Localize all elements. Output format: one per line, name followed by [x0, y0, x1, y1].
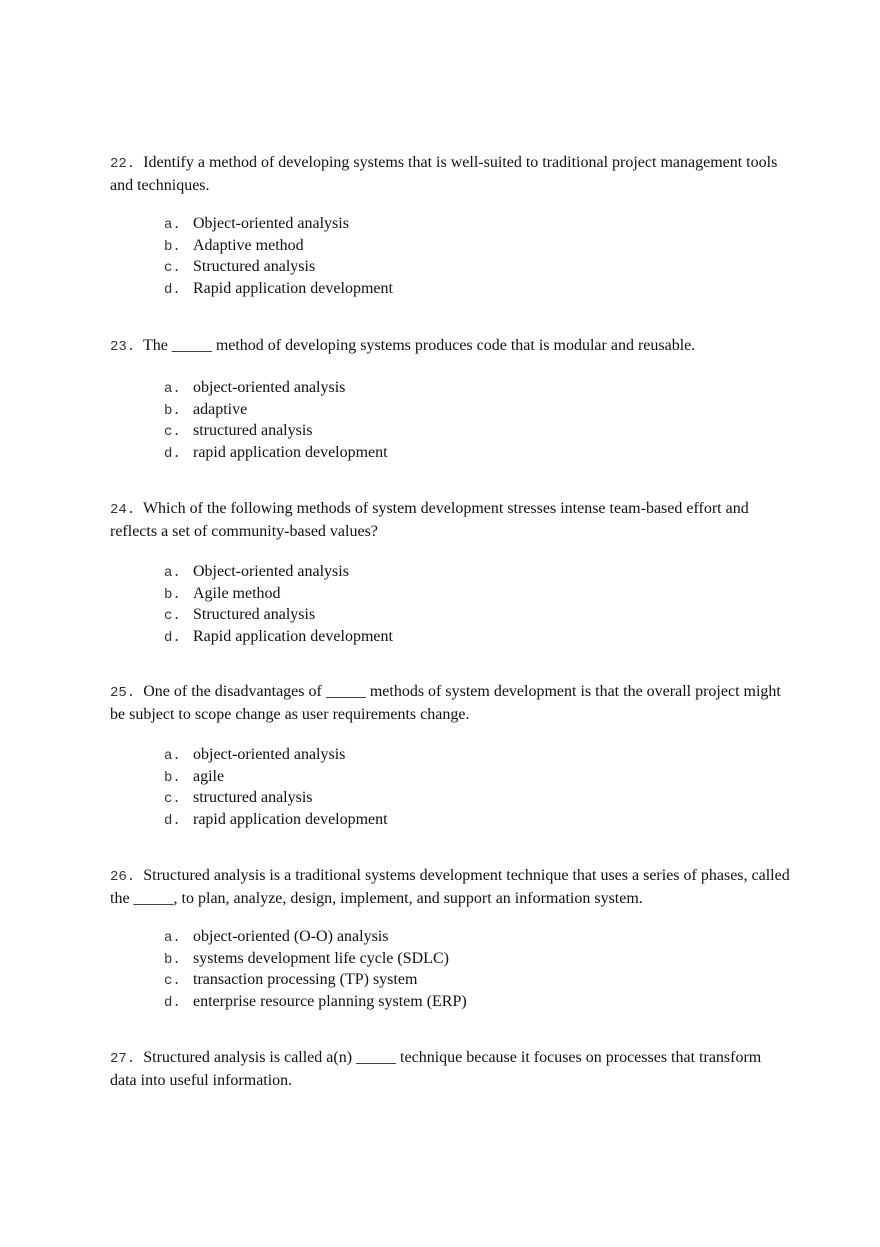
question-number: 23.: [110, 339, 136, 355]
option-text: enterprise resource planning system (ERP): [193, 992, 467, 1010]
answer-option-c: [164, 421, 790, 443]
option-text: transaction processing (TP) system: [193, 971, 418, 988]
question-number: 26.: [110, 869, 136, 885]
option-text: structured analysis: [193, 422, 313, 439]
answer-option-d: [164, 810, 790, 832]
option-text: object-oriented (O-O) analysis: [193, 928, 389, 945]
question-number: 27.: [110, 1051, 136, 1067]
answer-option-a: [164, 745, 790, 767]
answer-option-b: [164, 949, 790, 971]
question-text: The _____ method of developing systems produces code that is modular and reusable.: [142, 337, 696, 354]
option-label: b.: [164, 238, 181, 255]
answer-option-d: [164, 279, 790, 301]
option-text: systems development life cycle (SDLC): [193, 949, 449, 967]
option-text: Structured analysis: [193, 606, 316, 623]
option-text: object-oriented analysis: [193, 746, 346, 763]
option-label: c.: [164, 260, 181, 276]
question-text: Identify a method of developing systems that is well-suited to traditional project management tools and techniques.: [110, 154, 778, 194]
option-label: a.: [164, 381, 181, 397]
question-23: [110, 335, 790, 464]
option-text: Agile method: [193, 584, 281, 602]
question-27: [110, 1047, 790, 1091]
question-stem: [110, 335, 790, 358]
answer-option-b: [164, 236, 790, 258]
option-text: Rapid application development: [193, 627, 393, 645]
option-label: c.: [164, 424, 181, 440]
answer-option-c: [164, 970, 790, 992]
option-label: d.: [164, 629, 181, 646]
option-label: d.: [164, 445, 181, 462]
question-text: Which of the following methods of system development stresses intense team-based effort and reflects a set of community-based values?: [110, 500, 749, 540]
option-label: c.: [164, 608, 181, 624]
option-label: a.: [164, 217, 181, 233]
question-stem: [110, 498, 790, 542]
option-label: b.: [164, 586, 181, 603]
option-label: d.: [164, 812, 181, 829]
option-text: Rapid application development: [193, 279, 393, 297]
answer-option-c: [164, 788, 790, 810]
answer-option-d: [164, 992, 790, 1014]
question-text: Structured analysis is a traditional systems development technique that uses a series of phases, called the _____, to plan, analyze, design, implement, and support an information system.: [110, 867, 790, 907]
option-text: rapid application development: [193, 810, 388, 828]
question-24: [110, 498, 790, 648]
question-22: [110, 152, 790, 300]
answer-options: [110, 378, 790, 464]
answer-options: [110, 927, 790, 1013]
option-text: Object-oriented analysis: [193, 563, 349, 580]
answer-option-b: [164, 767, 790, 789]
option-label: c.: [164, 973, 181, 989]
question-number: 24.: [110, 502, 136, 518]
answer-option-c: [164, 257, 790, 279]
answer-option-b: [164, 400, 790, 422]
question-stem: [110, 865, 790, 909]
option-label: b.: [164, 769, 181, 786]
question-number: 22.: [110, 156, 136, 172]
question-number: 25.: [110, 685, 136, 701]
option-text: Structured analysis: [193, 258, 316, 275]
question-26: [110, 865, 790, 1013]
option-label: d.: [164, 281, 181, 298]
option-text: Adaptive method: [193, 236, 304, 254]
option-label: a.: [164, 930, 181, 946]
option-label: d.: [164, 994, 181, 1011]
answer-options: [110, 745, 790, 831]
option-text: object-oriented analysis: [193, 379, 346, 396]
answer-options: [110, 214, 790, 300]
option-label: a.: [164, 748, 181, 764]
answer-option-b: [164, 584, 790, 606]
question-stem: [110, 681, 790, 725]
answer-option-a: [164, 562, 790, 584]
question-stem: [110, 152, 790, 196]
answer-option-a: [164, 214, 790, 236]
question-stem: [110, 1047, 790, 1091]
question-25: [110, 681, 790, 831]
answer-option-d: [164, 443, 790, 465]
answer-option-a: [164, 378, 790, 400]
question-text: Structured analysis is called a(n) _____ technique because it focuses on processes that transform data into useful information.: [110, 1049, 762, 1089]
answer-option-c: [164, 605, 790, 627]
option-text: rapid application development: [193, 443, 388, 461]
answer-option-a: [164, 927, 790, 949]
option-text: adaptive: [193, 400, 248, 418]
answer-option-d: [164, 627, 790, 649]
option-label: a.: [164, 565, 181, 581]
option-label: b.: [164, 951, 181, 968]
option-text: structured analysis: [193, 789, 313, 806]
question-text: One of the disadvantages of _____ methods of system development is that the overall project might be subject to scope change as user requirements change.: [110, 683, 781, 723]
answer-options: [110, 562, 790, 648]
option-text: agile: [193, 767, 225, 785]
option-label: b.: [164, 402, 181, 419]
option-label: c.: [164, 791, 181, 807]
option-text: Object-oriented analysis: [193, 215, 349, 232]
